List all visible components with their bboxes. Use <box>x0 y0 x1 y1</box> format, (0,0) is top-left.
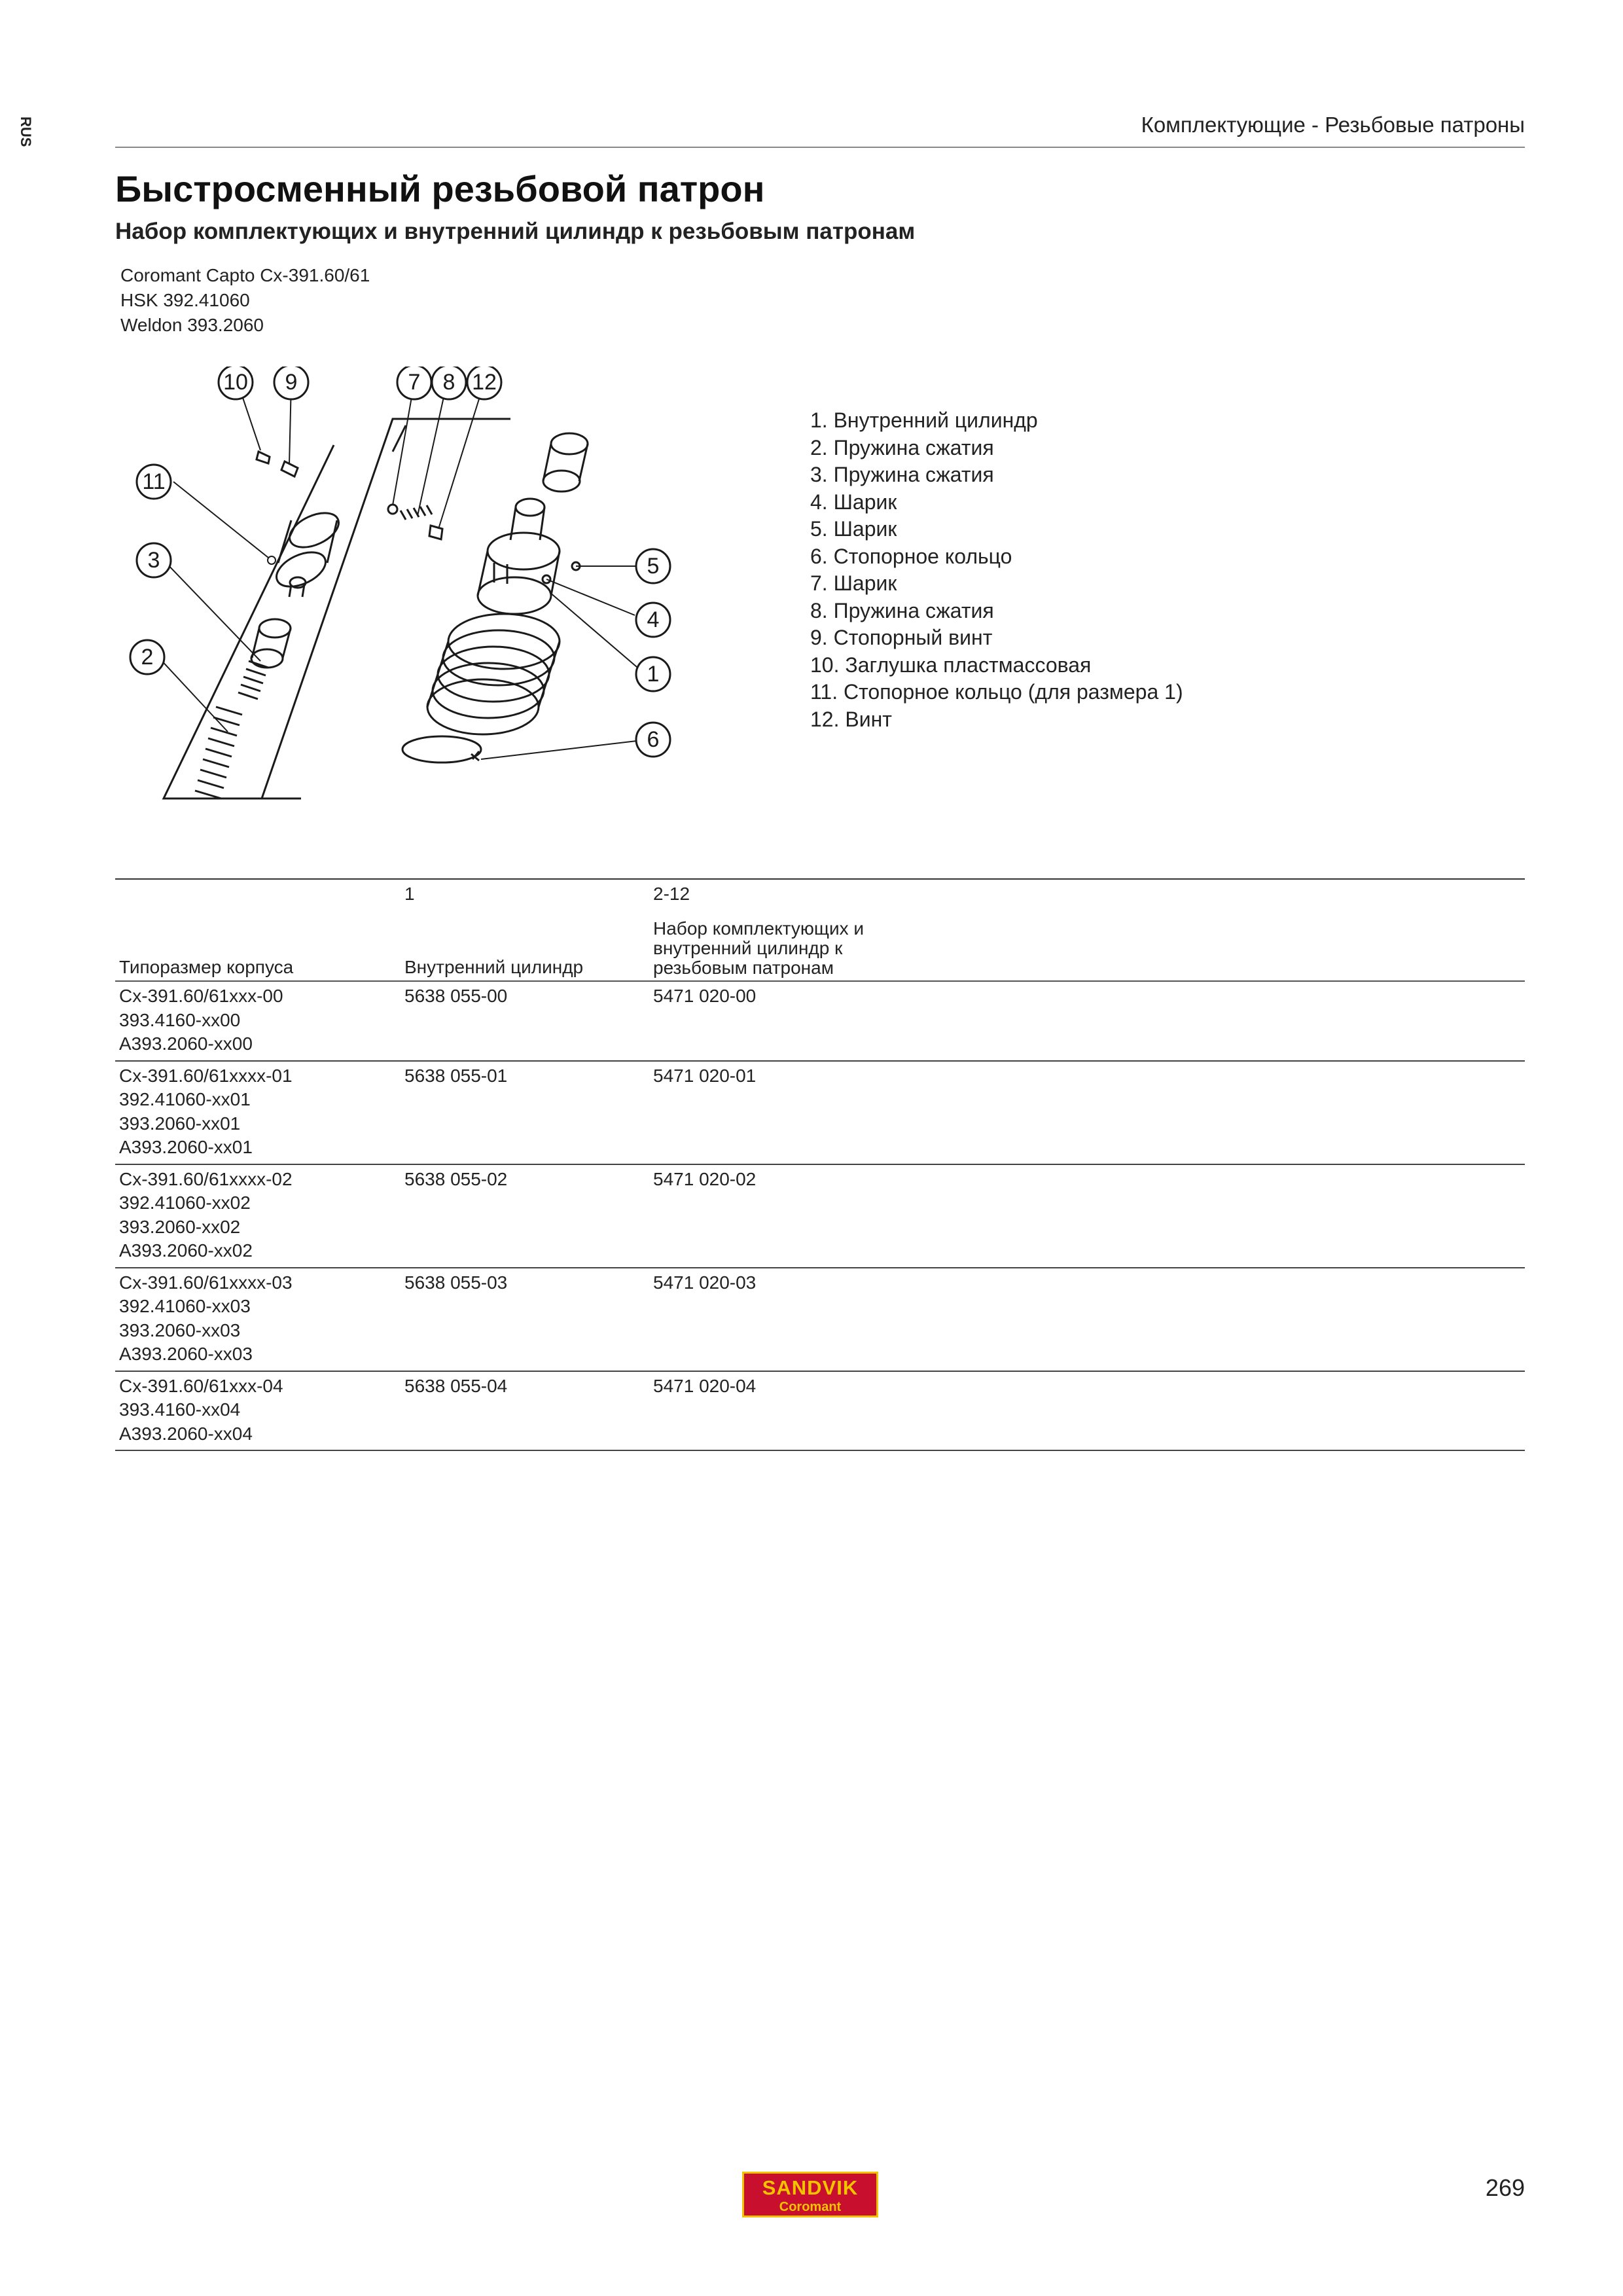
logo-subtitle: Coromant <box>779 2200 842 2214</box>
size-value: A393.2060-xx03 <box>119 1344 253 1364</box>
svg-text:12: 12 <box>472 370 497 395</box>
kit-cell: 5471 020-04 <box>653 1375 757 1396</box>
legend-item: 2. Пружина сжатия <box>810 435 994 459</box>
callout-4 <box>636 603 670 637</box>
size-cell <box>119 1271 1525 1367</box>
legend-item: 12. Винт <box>810 707 892 731</box>
size-value: 393.2060-xx01 <box>119 1113 241 1134</box>
svg-text:7: 7 <box>408 370 421 395</box>
snap-ring-11-shape <box>271 506 344 594</box>
sandvik-logo <box>742 2172 878 2217</box>
callout-12 <box>467 367 501 399</box>
header-divider <box>115 147 1525 148</box>
table-row <box>115 1165 1525 1268</box>
header-inner-cylinder: Внутренний цилиндр <box>404 957 584 977</box>
size-value: Cx-391.60/61xxx-00 <box>119 986 283 1006</box>
legend-item: 5. Шарик <box>810 517 897 541</box>
legend-item: 7. Шарик <box>810 571 897 595</box>
callout-9 <box>274 367 308 399</box>
svg-text:5: 5 <box>647 554 660 579</box>
kit-cell: 5471 020-01 <box>653 1065 757 1086</box>
size-value: Cx-391.60/61xxx-04 <box>119 1375 283 1396</box>
logo-wordmark: SANDVIK <box>762 2176 859 2199</box>
callout-5 <box>636 549 670 583</box>
legend-item: 6. Стопорное кольцо <box>810 544 1012 568</box>
legend-item: 10. Заглушка пластмассовая <box>810 653 1092 677</box>
table-row <box>115 1372 1525 1452</box>
size-value: 393.4160-xx04 <box>119 1399 241 1420</box>
size-cell <box>119 1374 1525 1446</box>
page-number: 269 <box>1485 2174 1525 2201</box>
header-kit: Набор комплектующих и внутренний цилиндр к резьбовым патронам <box>653 918 865 978</box>
size-cell <box>119 1064 1525 1160</box>
size-value: 393.4160-xx00 <box>119 1009 241 1030</box>
language-tab <box>14 117 34 156</box>
size-value: 392.41060-xx03 <box>119 1296 251 1316</box>
svg-text:3: 3 <box>147 548 160 573</box>
header-body-size: Типоразмер корпуса <box>119 957 294 977</box>
size-value: A393.2060-xx04 <box>119 1423 253 1444</box>
model-list <box>120 263 370 338</box>
callout-6 <box>636 723 670 757</box>
legend-item: 3. Пружина сжатия <box>810 463 994 486</box>
language-label: RUS <box>18 117 34 147</box>
snap-ring-6-shape <box>402 736 481 762</box>
page-subtitle: Набор комплектующих и внутренний цилиндр к резьбовым патронам <box>115 219 916 244</box>
model-item: Weldon 393.2060 <box>120 315 264 335</box>
svg-text:2: 2 <box>141 645 154 670</box>
legend-item: 11. Стопорное кольцо (для размера 1) <box>810 680 1183 704</box>
callout-11 <box>137 465 171 499</box>
callout-3 <box>137 543 171 577</box>
size-cell <box>119 1168 1525 1263</box>
page-title: Быстросменный резьбовой патрон <box>115 168 765 209</box>
callout-8 <box>432 367 466 399</box>
svg-text:9: 9 <box>285 370 298 395</box>
legend-item: 9. Стопорный винт <box>810 626 993 649</box>
table-header <box>115 880 1525 982</box>
exploded-view-diagram <box>118 367 733 825</box>
callout-7 <box>397 367 431 399</box>
column-number-1: 1 <box>404 884 415 904</box>
cylinder-cell: 5638 055-00 <box>404 986 508 1006</box>
svg-text:1: 1 <box>647 662 660 687</box>
legend-item: 8. Пружина сжатия <box>810 598 994 622</box>
size-cell <box>119 984 1525 1056</box>
size-value: 392.41060-xx01 <box>119 1089 251 1109</box>
kit-cell: 5471 020-03 <box>653 1272 757 1293</box>
parts-table <box>115 878 1525 1451</box>
plastic-plug-10-shape <box>257 452 270 463</box>
cylinder-cell: 5638 055-03 <box>404 1272 508 1293</box>
housing-outline <box>164 445 334 798</box>
size-value: 393.2060-xx03 <box>119 1319 241 1340</box>
callout-10 <box>219 367 253 399</box>
size-value: 392.41060-xx02 <box>119 1193 251 1213</box>
kit-cell: 5471 020-02 <box>653 1168 757 1189</box>
legend-item: 4. Шарик <box>810 490 897 514</box>
svg-text:8: 8 <box>442 370 455 395</box>
size-value: 393.2060-xx02 <box>119 1216 241 1237</box>
svg-text:10: 10 <box>223 370 248 395</box>
threaded-cylinder-shape <box>427 614 560 734</box>
cylinder-cell: 5638 055-02 <box>404 1168 508 1189</box>
size-value: Cx-391.60/61xxxx-03 <box>119 1272 293 1293</box>
table-row <box>115 982 1525 1062</box>
spring-retainer-3-shape <box>251 577 306 668</box>
section-header: Комплектующие - Резьбовые патроны <box>1141 113 1525 137</box>
callout-2 <box>130 640 164 674</box>
compression-spring-8-shape <box>401 505 432 520</box>
screw-12-shape <box>429 526 442 539</box>
size-value: A393.2060-xx02 <box>119 1240 253 1261</box>
size-value: Cx-391.60/61xxxx-01 <box>119 1065 293 1086</box>
size-value: A393.2060-xx01 <box>119 1137 253 1157</box>
svg-text:6: 6 <box>647 727 660 752</box>
kit-cell: 5471 020-00 <box>653 986 757 1006</box>
size-value: A393.2060-xx00 <box>119 1033 253 1054</box>
parts-legend <box>810 407 1183 733</box>
size-value: Cx-391.60/61xxxx-02 <box>119 1168 293 1189</box>
svg-text:4: 4 <box>647 607 660 632</box>
legend-item: 1. Внутренний цилиндр <box>810 408 1038 432</box>
svg-text:11: 11 <box>142 469 166 494</box>
callout-1 <box>636 657 670 691</box>
cylinder-cell: 5638 055-04 <box>404 1375 508 1396</box>
cylinder-cell: 5638 055-01 <box>404 1065 508 1086</box>
table-row <box>115 1268 1525 1372</box>
compression-spring-3-shape <box>238 661 268 699</box>
inner-cylinder-1-shape <box>478 499 560 614</box>
model-item: HSK 392.41060 <box>120 290 250 310</box>
table-row <box>115 1062 1525 1165</box>
ball-7-shape <box>388 505 397 514</box>
inner-sleeve-shape <box>543 433 588 492</box>
model-item: Coromant Capto Cx-391.60/61 <box>120 265 370 285</box>
column-number-2: 2-12 <box>653 884 690 904</box>
